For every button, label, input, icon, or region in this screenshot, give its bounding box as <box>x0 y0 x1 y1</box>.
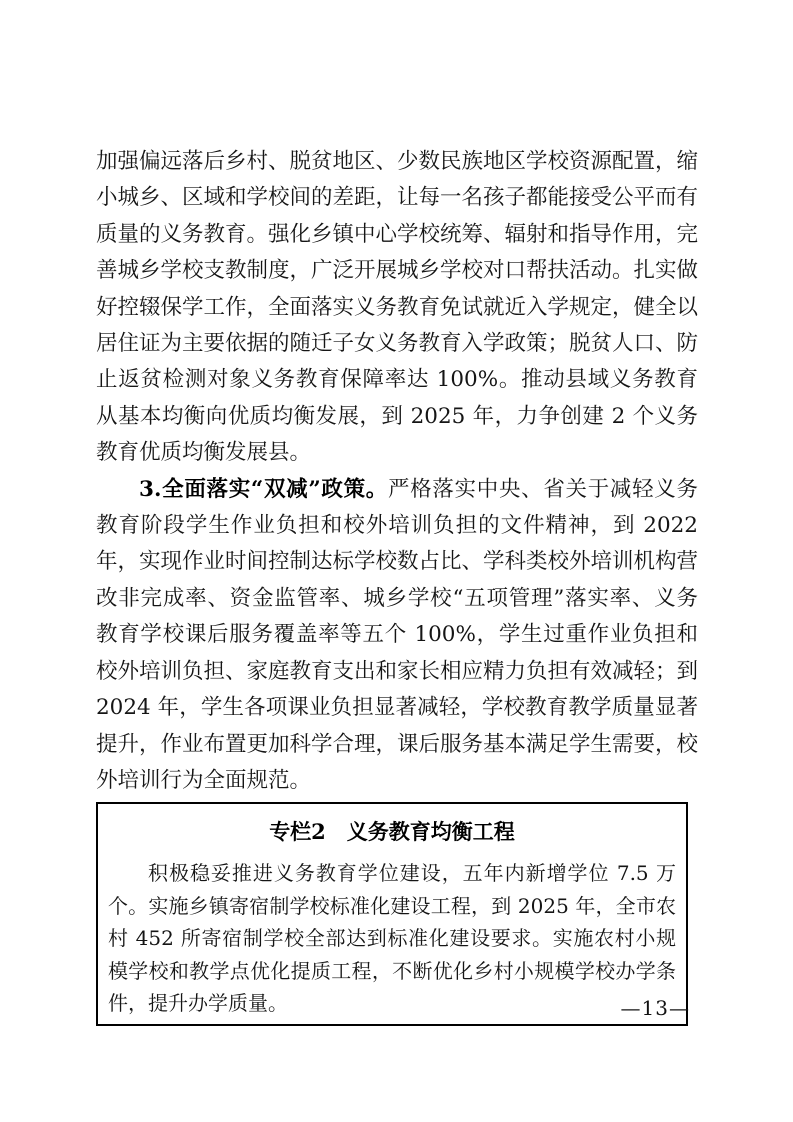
column-box-body: 积极稳妥推进义务教育学位建设，五年内新增学位 7.5 万个。实施乡镇寄宿制学校标准化建设工程，到 2025 年，全市农村 452 所寄宿制学校全部达到标准化建设要求。实施农村小规模学校和教学点优化提质工程，不断优化乡村小规模学校办学条件，提升办学质量。 <box>108 861 676 1016</box>
column-box-2 <box>96 802 688 1026</box>
paragraph-continuation: 加强偏远落后乡村、脱贫地区、少数民族地区学校资源配置，缩小城乡、区域和学校间的差距，让每一名孩子都能接受公平而有质量的义务教育。强化乡镇中心学校统筹、辐射和指导作用，完善城乡学校支教制度，广泛开展城乡学校对口帮扶活动。扎实做好控辍保学工作，全面落实义务教育免试就近入学规定，健全以居住证为主要依据的随迁子女义务教育入学政策；脱贫人口、防止返贫检测对象义务教育保障率达 100%。推动县域义务教育从基本均衡向优质均衡发展，到 2025 年，力争创建 2 个义务教育优质均衡发展县。 <box>96 149 699 466</box>
column-box-title: 专栏2 义务教育均衡工程 <box>269 819 515 845</box>
paragraph-lead-heading: 3.全面落实“双减”政策。 <box>139 476 388 502</box>
page-number: —13— <box>620 996 690 1020</box>
paragraph-body-text: 严格落实中央、省关于减轻义务教育阶段学生作业负担和校外培训负担的文件精神，到 2022 年，实现作业时间控制达标学校数占比、学科类校外培训机构营改非完成率、资金监管率、城乡学校“五项管理”落实率、义务教育学校课后服务覆盖率等五个 100%，学生过重作业负担和校外培训负担、家庭教育支出和家长相应精力负担有效减轻；到 2024 年，学生各项课业负担显著减轻，学校教育教学质量显著提升，作业布置更加科学合理，课后服务基本满足学生需要，校外培训行为全面规范。 <box>96 476 699 793</box>
paragraph-shuangjian-policy <box>96 472 698 800</box>
page-content <box>96 144 698 1026</box>
